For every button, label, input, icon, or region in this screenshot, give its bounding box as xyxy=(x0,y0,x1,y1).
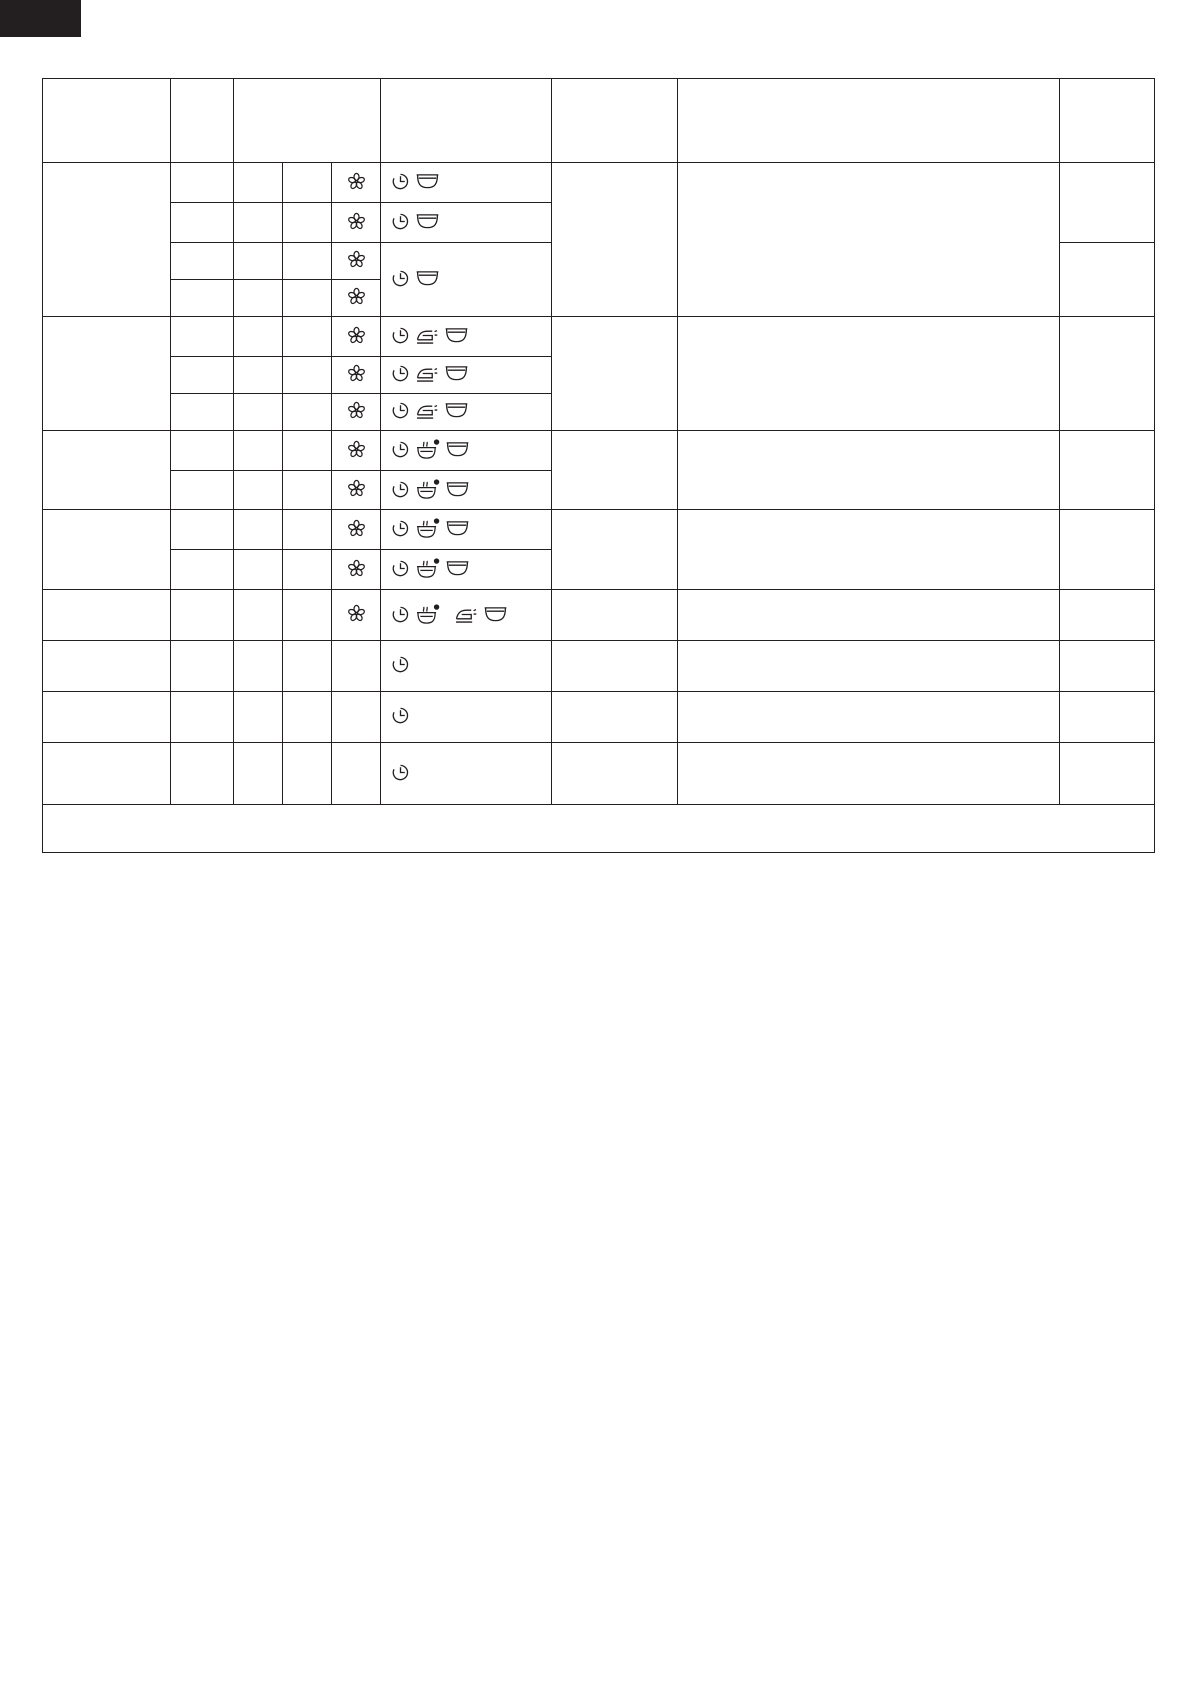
care-symbols xyxy=(391,706,410,725)
timer-clock-icon xyxy=(391,605,410,624)
care-symbols xyxy=(391,655,410,674)
program-name-cell xyxy=(43,431,171,510)
options-cell xyxy=(381,431,552,471)
program-table xyxy=(42,78,1155,853)
spin-flower-icon xyxy=(347,326,366,345)
care-symbols xyxy=(391,172,440,191)
spin-cell-b xyxy=(283,692,332,743)
care-symbols xyxy=(347,519,366,538)
spin-flower-icon xyxy=(347,440,366,459)
steam-pot-icon xyxy=(415,439,440,460)
wash-tub-icon xyxy=(444,327,469,344)
spin-flower-icon xyxy=(347,364,366,383)
footnote-cell xyxy=(43,805,1155,853)
care-symbols xyxy=(347,604,366,623)
spin-cell-a xyxy=(234,692,283,743)
options-cell xyxy=(381,394,552,431)
spin-cell-a xyxy=(234,641,283,692)
spin-cell-a xyxy=(234,431,283,471)
table-row xyxy=(43,590,1155,641)
table-row xyxy=(43,431,1155,471)
spin-cell-a xyxy=(234,317,283,357)
spin-flower-icon xyxy=(347,604,366,623)
header-cell-load xyxy=(552,79,678,163)
duration-cell xyxy=(1060,431,1155,510)
duration-cell xyxy=(1060,692,1155,743)
iron-icon xyxy=(415,364,439,383)
table-row xyxy=(43,692,1155,743)
wash-tub-icon xyxy=(415,213,440,230)
care-symbols xyxy=(391,763,410,782)
duration-cell xyxy=(1060,510,1155,590)
care-symbols xyxy=(347,250,366,269)
timer-clock-icon xyxy=(391,440,410,459)
timer-clock-icon xyxy=(391,401,410,420)
spin-flower-icon xyxy=(347,559,366,578)
header-cell-options xyxy=(381,79,552,163)
spin-cell-b xyxy=(283,590,332,641)
temperature-cell xyxy=(171,357,234,394)
wash-tub-icon xyxy=(415,173,440,190)
spin-cell-b xyxy=(283,743,332,805)
options-cell xyxy=(381,550,552,590)
duration-cell xyxy=(1060,641,1155,692)
care-symbols xyxy=(391,604,508,625)
timer-clock-icon xyxy=(391,655,410,674)
steam-pot-icon xyxy=(415,604,440,625)
temperature-cell xyxy=(171,510,234,550)
description-cell xyxy=(678,692,1060,743)
wash-tub-icon xyxy=(415,270,440,287)
wash-tub-icon xyxy=(444,402,469,419)
timer-clock-icon xyxy=(391,519,410,538)
care-symbols xyxy=(391,212,440,231)
timer-clock-icon xyxy=(391,212,410,231)
temperature-cell xyxy=(171,280,234,317)
temperature-cell xyxy=(171,243,234,280)
care-symbols xyxy=(391,439,470,460)
temperature-cell xyxy=(171,692,234,743)
iron-icon xyxy=(454,605,478,624)
header-cell-duration xyxy=(1060,79,1155,163)
duration-cell xyxy=(1060,317,1155,431)
spin-symbol-cell xyxy=(332,163,381,203)
spin-cell-b xyxy=(283,280,332,317)
spin-symbol-cell xyxy=(332,641,381,692)
timer-clock-icon xyxy=(391,172,410,191)
load-cell xyxy=(552,590,678,641)
care-symbols xyxy=(391,269,440,288)
description-cell xyxy=(678,743,1060,805)
care-symbols xyxy=(347,559,366,578)
spin-cell-a xyxy=(234,243,283,280)
spin-symbol-cell xyxy=(332,471,381,510)
header-cell-spin xyxy=(234,79,381,163)
header-cell-description xyxy=(678,79,1060,163)
spin-cell-a xyxy=(234,510,283,550)
spin-symbol-cell xyxy=(332,394,381,431)
care-symbols xyxy=(391,326,469,345)
spin-cell-b xyxy=(283,357,332,394)
spin-symbol-cell xyxy=(332,590,381,641)
load-cell xyxy=(552,692,678,743)
spin-symbol-cell xyxy=(332,550,381,590)
spin-flower-icon xyxy=(347,287,366,306)
description-cell xyxy=(678,590,1060,641)
options-cell xyxy=(381,590,552,641)
care-symbols xyxy=(391,558,470,579)
spin-cell-a xyxy=(234,743,283,805)
wash-tub-icon xyxy=(483,606,508,623)
wash-tub-icon xyxy=(445,520,470,537)
program-name-cell xyxy=(43,692,171,743)
spin-cell-a xyxy=(234,357,283,394)
description-cell xyxy=(678,641,1060,692)
program-name-cell xyxy=(43,590,171,641)
load-cell xyxy=(552,641,678,692)
table-row xyxy=(43,317,1155,357)
load-cell xyxy=(552,431,678,510)
duration-cell xyxy=(1060,743,1155,805)
temperature-cell xyxy=(171,641,234,692)
options-cell xyxy=(381,317,552,357)
care-symbols xyxy=(391,364,469,383)
temperature-cell xyxy=(171,203,234,243)
options-cell xyxy=(381,510,552,550)
program-name-cell xyxy=(43,641,171,692)
spin-symbol-cell xyxy=(332,692,381,743)
temperature-cell xyxy=(171,550,234,590)
temperature-cell xyxy=(171,163,234,203)
temperature-cell xyxy=(171,471,234,510)
spin-flower-icon xyxy=(347,172,366,191)
iron-icon xyxy=(415,401,439,420)
steam-pot-icon xyxy=(415,518,440,539)
description-cell xyxy=(678,163,1060,317)
care-symbols xyxy=(347,401,366,420)
options-cell xyxy=(381,471,552,510)
timer-clock-icon xyxy=(391,763,410,782)
options-cell xyxy=(381,357,552,394)
timer-clock-icon xyxy=(391,364,410,383)
description-cell xyxy=(678,317,1060,431)
timer-clock-icon xyxy=(391,480,410,499)
options-cell xyxy=(381,163,552,203)
care-symbols xyxy=(347,479,366,498)
spin-cell-a xyxy=(234,394,283,431)
spin-cell-b xyxy=(283,510,332,550)
care-symbols xyxy=(347,364,366,383)
spin-symbol-cell xyxy=(332,357,381,394)
spin-cell-a xyxy=(234,203,283,243)
spin-symbol-cell xyxy=(332,203,381,243)
description-cell xyxy=(678,510,1060,590)
temperature-cell xyxy=(171,590,234,641)
care-symbols xyxy=(391,479,470,500)
wash-tub-icon xyxy=(445,481,470,498)
program-name-cell xyxy=(43,510,171,590)
spin-cell-b xyxy=(283,243,332,280)
care-symbols xyxy=(391,518,470,539)
spin-cell-b xyxy=(283,203,332,243)
spin-cell-a xyxy=(234,590,283,641)
options-cell xyxy=(381,641,552,692)
timer-clock-icon xyxy=(391,559,410,578)
care-symbols xyxy=(391,401,469,420)
page-corner-marker xyxy=(0,0,81,37)
header-cell-program xyxy=(43,79,171,163)
load-cell xyxy=(552,510,678,590)
spin-cell-a xyxy=(234,280,283,317)
spin-symbol-cell xyxy=(332,317,381,357)
header-cell-temperature xyxy=(171,79,234,163)
steam-pot-icon xyxy=(415,558,440,579)
options-cell xyxy=(381,243,552,317)
table-header-row xyxy=(43,79,1155,163)
spin-flower-icon xyxy=(347,250,366,269)
care-symbols xyxy=(347,172,366,191)
spin-flower-icon xyxy=(347,401,366,420)
spin-cell-a xyxy=(234,471,283,510)
description-cell xyxy=(678,431,1060,510)
wash-tub-icon xyxy=(444,365,469,382)
spin-cell-a xyxy=(234,163,283,203)
iron-icon xyxy=(415,326,439,345)
spin-symbol-cell xyxy=(332,743,381,805)
care-symbols xyxy=(347,326,366,345)
duration-cell xyxy=(1060,163,1155,243)
spin-cell-b xyxy=(283,317,332,357)
spin-cell-b xyxy=(283,641,332,692)
duration-cell xyxy=(1060,243,1155,317)
duration-cell xyxy=(1060,590,1155,641)
spin-flower-icon xyxy=(347,479,366,498)
timer-clock-icon xyxy=(391,326,410,345)
program-name-cell xyxy=(43,743,171,805)
table-row xyxy=(43,641,1155,692)
care-symbols xyxy=(347,287,366,306)
care-symbols xyxy=(347,212,366,231)
footnote-row xyxy=(43,805,1155,853)
program-name-cell xyxy=(43,317,171,431)
spin-flower-icon xyxy=(347,212,366,231)
spin-symbol-cell xyxy=(332,243,381,280)
program-name-cell xyxy=(43,163,171,317)
spin-cell-b xyxy=(283,163,332,203)
load-cell xyxy=(552,317,678,431)
care-symbols xyxy=(347,440,366,459)
temperature-cell xyxy=(171,317,234,357)
table-row xyxy=(43,163,1155,203)
table-row xyxy=(43,743,1155,805)
table-row xyxy=(43,510,1155,550)
wash-tub-icon xyxy=(445,560,470,577)
steam-pot-icon xyxy=(415,479,440,500)
spin-cell-b xyxy=(283,394,332,431)
spin-symbol-cell xyxy=(332,280,381,317)
temperature-cell xyxy=(171,743,234,805)
wash-tub-icon xyxy=(445,441,470,458)
options-cell xyxy=(381,203,552,243)
spin-cell-b xyxy=(283,471,332,510)
spin-symbol-cell xyxy=(332,431,381,471)
temperature-cell xyxy=(171,431,234,471)
spin-symbol-cell xyxy=(332,510,381,550)
load-cell xyxy=(552,743,678,805)
timer-clock-icon xyxy=(391,269,410,288)
spin-cell-a xyxy=(234,550,283,590)
timer-clock-icon xyxy=(391,706,410,725)
options-cell xyxy=(381,692,552,743)
spin-cell-b xyxy=(283,431,332,471)
load-cell xyxy=(552,163,678,317)
temperature-cell xyxy=(171,394,234,431)
options-cell xyxy=(381,743,552,805)
spin-flower-icon xyxy=(347,519,366,538)
spin-cell-b xyxy=(283,550,332,590)
